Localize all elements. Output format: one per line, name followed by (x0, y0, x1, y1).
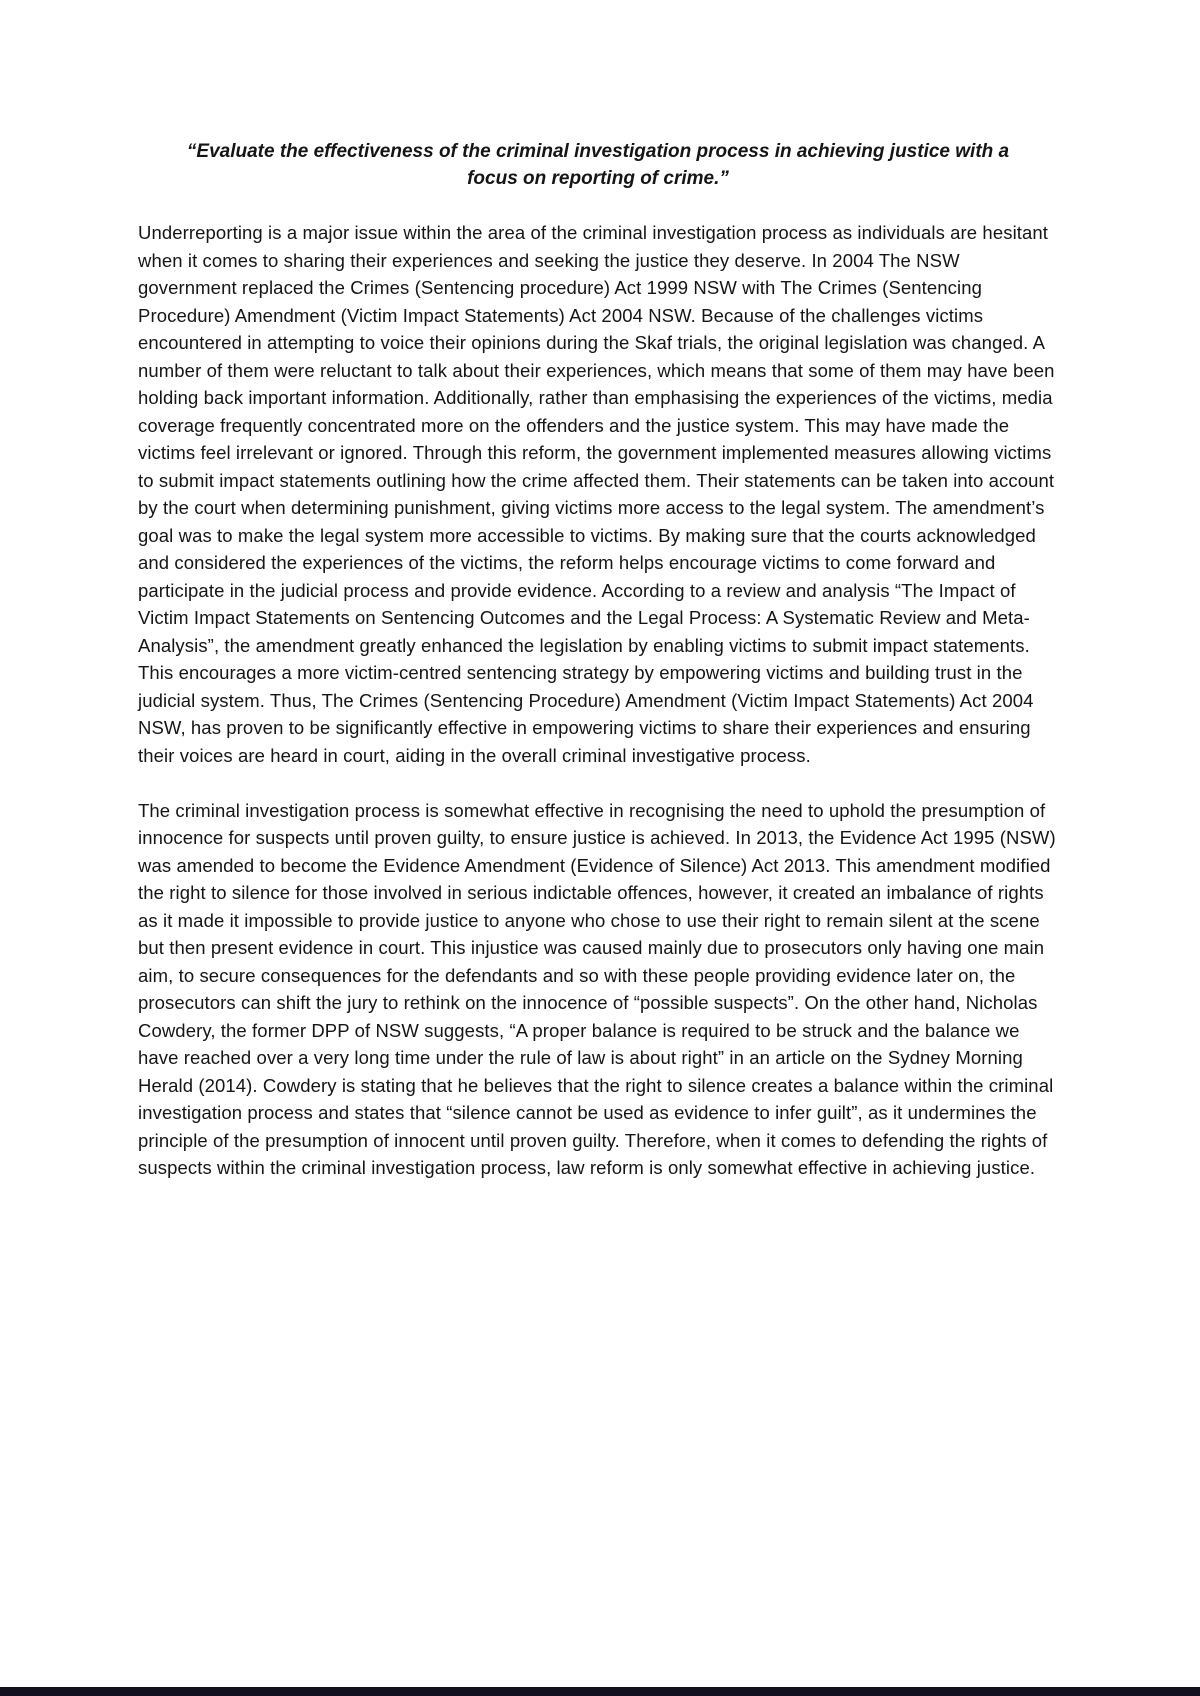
essay-paragraph-2: The criminal investigation process is somewhat effective in recognising the need to uphold the presumption of innocence for suspects until proven guilty, to ensure justice is achieved. In 2013, the Evidence Act 1995 (NSW) was amended to become the Evidence Amendment (Evidence of Silence) Act 2013. This amendment modified the right to silence for those involved in serious indictable offences, however, it created an imbalance of rights as it made it impossible to provide justice to anyone who chose to use their right to remain silent at the scene but then present evidence in court. This injustice was caused mainly due to prosecutors only having one main aim, to secure consequences for the defendants and so with these people providing evidence later on, the prosecutors can shift the jury to rethink on the innocence of “possible suspects”. On the other hand, Nicholas Cowdery, the former DPP of NSW suggests, “A proper balance is required to be struck and the balance we have reached over a very long time under the rule of law is about right” in an article on the Sydney Morning Herald (2014). Cowdery is stating that he believes that the right to silence creates a balance within the criminal investigation process and states that “silence cannot be used as evidence to infer guilt”, as it undermines the principle of the presumption of innocent until proven guilty. Therefore, when it comes to defending the rights of suspects within the criminal investigation process, law reform is only somewhat effective in achieving justice. (138, 799, 1056, 1178)
essay-question-title: “Evaluate the effectiveness of the criminal investigation process in achieving justice with a focus on reporting of crime.” (186, 141, 1010, 189)
bottom-bar (0, 1687, 1200, 1696)
essay-body (138, 219, 1058, 1182)
essay-paragraph-1: Underreporting is a major issue within the area of the criminal investigation process as individuals are hesitant when it comes to sharing their experiences and seeking the justice they deserve. In 2004 The NSW government replaced the Crimes (Sentencing procedure) Act 1999 NSW with The Crimes (Sentencing Procedure) Amendment (Victim Impact Statements) Act 2004 NSW. Because of the challenges victims encountered in attempting to voice their opinions during the Skaf trials, the original legislation was changed. A number of them were reluctant to talk about their experiences, which means that some of them may have been holding back important information. Additionally, rather than emphasising the experiences of the victims, media coverage frequently concentrated more on the offenders and the justice system. This may have made the victims feel irrelevant or ignored. Through this reform, the government implemented measures allowing victims to submit impact statements outlining how the crime affected them. Their statements can be taken into account by the court when determining punishment, giving victims more access to the legal system. The amendment’s goal was to make the legal system more accessible to victims. By making sure that the courts acknowledged and considered the experiences of the victims, the reform helps encourage victims to come forward and participate in the judicial process and provide evidence. According to a review and analysis “The Impact of Victim Impact Statements on Sentencing Outcomes and the Legal Process: A Systematic Review and Meta-Analysis”, the amendment greatly enhanced the legislation by enabling victims to submit impact statements. This encourages a more victim-centred sentencing strategy by empowering victims and building trust in the judicial system. Thus, The Crimes (Sentencing Procedure) Amendment (Victim Impact Statements) Act 2004 NSW, has proven to be significantly effective in empowering victims to share their experiences and ensuring their voices are heard in court, aiding in the overall criminal investigative process. (138, 222, 1055, 766)
